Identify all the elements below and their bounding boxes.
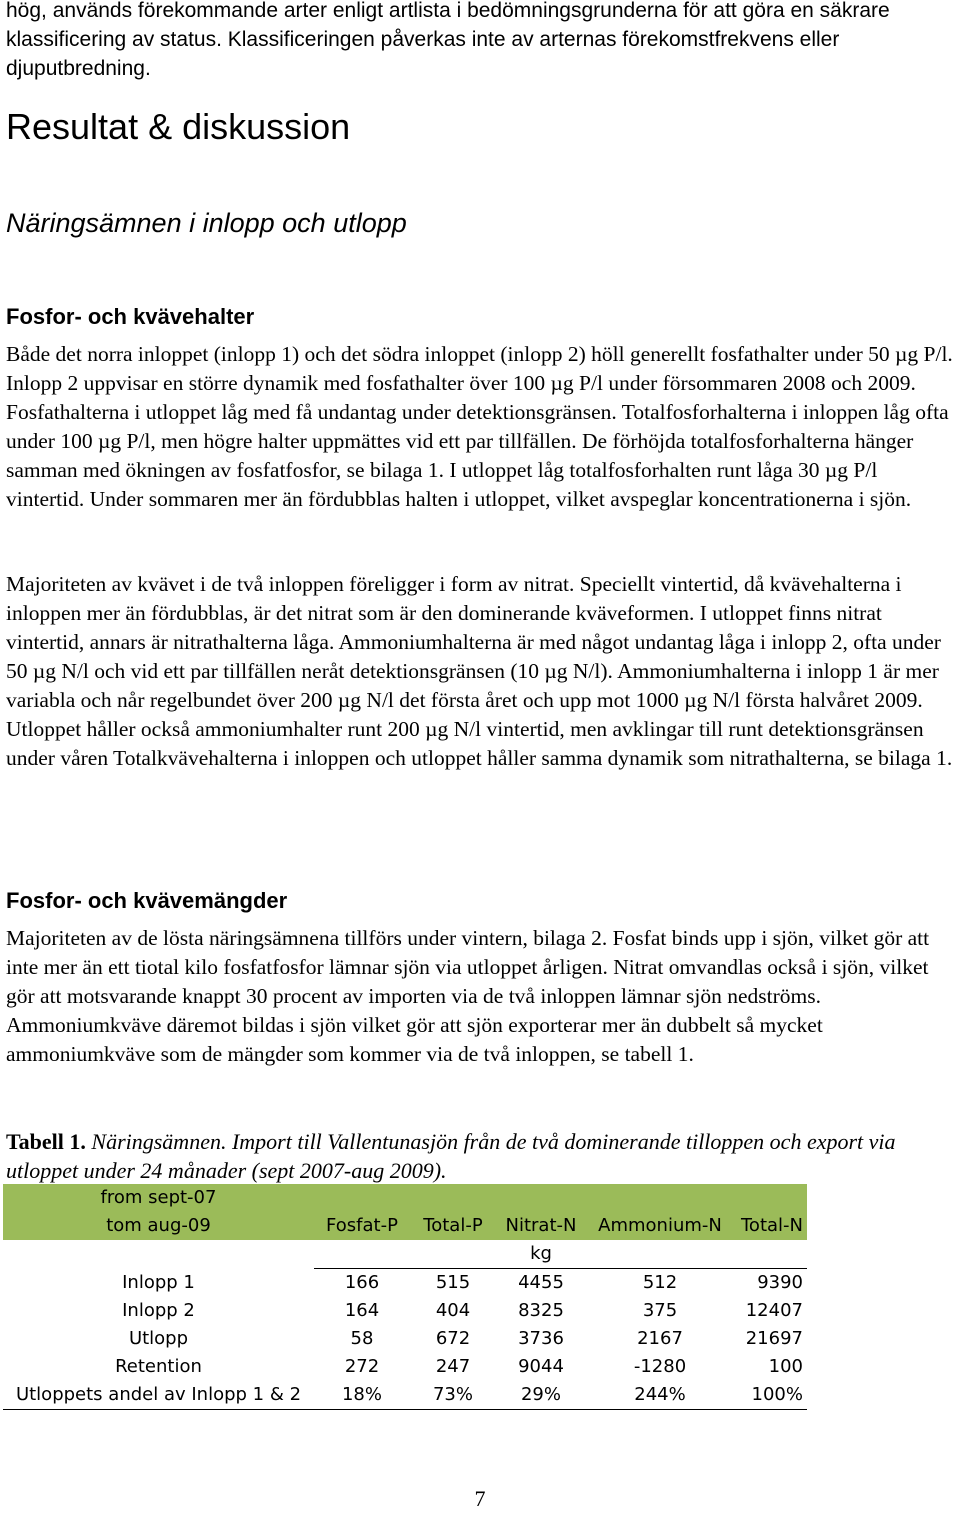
table-cell: 244% [586, 1381, 734, 1410]
table-cell: 58 [350, 1328, 374, 1349]
column-header: Total-P [410, 1212, 496, 1240]
table-cell: 18% [314, 1381, 410, 1410]
row-label: Inlopp 2 [122, 1300, 195, 1321]
page-number: 7 [474, 1486, 486, 1511]
table-cell: 21697 [745, 1328, 803, 1349]
table-cell: 2167 [637, 1328, 683, 1349]
header-period-to: tom aug-09 [3, 1212, 314, 1240]
table-cell: 73% [410, 1381, 496, 1410]
row-label: Inlopp 1 [122, 1271, 195, 1293]
table-cell: 247 [435, 1356, 471, 1377]
section-heading-halter: Fosfor- och kvävehalter [6, 304, 255, 329]
table-cell: 100% [734, 1381, 807, 1410]
caption-text: Näringsämnen. Import till Vallentunasjön från de två dominerande tilloppen och export via utloppet under 24 månader (sept 2007-aug 2009). [6, 1129, 896, 1183]
table-cell: -1280 [633, 1356, 687, 1377]
row-label: Utlopp [128, 1328, 189, 1349]
header-period-from: from sept-07 [3, 1184, 314, 1212]
table-cell: 100 [768, 1356, 803, 1377]
table-cell: 29% [496, 1381, 586, 1410]
table-cell: 8325 [518, 1300, 564, 1321]
table-cell: 375 [642, 1300, 678, 1321]
table-row [3, 1325, 807, 1353]
table-row [3, 1381, 807, 1410]
main-heading: Resultat & diskussion [6, 106, 351, 147]
sub-heading: Näringsämnen i inlopp och utlopp [6, 208, 407, 238]
table-row [3, 1269, 807, 1298]
column-header: Total-N [734, 1212, 807, 1240]
paragraph-fosfor: Både det norra inloppet (inlopp 1) och det södra inloppet (inlopp 2) höll generellt fosfathalter under 50 µg P/l. Inlopp 2 uppvisar en större dynamik med fosfathalter över 100 µg P/l under försommaren 2008 och 2009. Fosfathalterna i utloppet låg med få undantag under detektionsgränsen. Totalfosforhalterna i inloppen låg ofta under 100 µg P/l, men högre halter uppmättes vid ett par tillfällen. De förhöjda totalfosforhalterna hänger samman med ökningen av fosfatfosfor, se bilaga 1. I utloppet låg totalfosforhalten runt låga 30 µg P/l vintertid. Under sommaren mer än fördubblas halten i utloppet, vilket avspeglar koncentrationerna i sjön. [6, 342, 953, 511]
table-cell: 12407 [745, 1300, 803, 1321]
column-header: Nitrat-N [496, 1212, 586, 1240]
table-cell: 512 [642, 1272, 678, 1293]
table-cell: 672 [435, 1328, 471, 1349]
table-cell: 272 [344, 1356, 380, 1377]
table-cell: 515 [435, 1272, 471, 1293]
unit-label: kg [496, 1240, 586, 1269]
table-caption [6, 1127, 956, 1185]
section-heading-mangder: Fosfor- och kvävemängder [6, 888, 288, 913]
table-header-row-1 [3, 1184, 807, 1212]
caption-label: Tabell 1. [6, 1129, 86, 1154]
table-cell: 9390 [757, 1272, 803, 1293]
column-header: Ammonium-N [586, 1212, 734, 1240]
row-label: Retention [115, 1356, 202, 1377]
table-cell: 4455 [518, 1272, 564, 1293]
unit-row [3, 1240, 807, 1269]
intro-paragraph: hög, används förekommande arter enligt artlista i bedömningsgrunderna för att göra en säkrare klassificering av status. Klassificeringen påverkas inte av arternas förekomstfrekvens eller djuputbredning. [6, 0, 890, 80]
table-row [3, 1353, 807, 1381]
table-cell: 166 [344, 1272, 380, 1293]
table-cell: 164 [344, 1300, 380, 1321]
paragraph-kvave: Majoriteten av kvävet i de två inloppen föreligger i form av nitrat. Speciellt vintertid, då kvävehalterna i inloppen mer än fördubblas, är det nitrat som är den dominerande kväveformen. I utloppet finns nitrat vintertid, annars är nitrathalterna låga. Ammoniumhalterna är med något undantag låga i inlopp 2, ofta under 50 µg N/l och vid ett par tillfällen neråt detektionsgränsen (10 µg N/l). Ammoniumhalterna i inlopp 1 är mer variabla och når regelbundet över 200 µg N/l det första året och upp mot 1000 µg N/l första halvåret 2009. Utloppet håller också ammoniumhalter runt 200 µg N/l vintertid, men avklingar till runt detektionsgränsen under våren Totalkvävehalterna i inloppen och utloppet håller samma dynamik som nitrathalterna, se bilaga 1. [6, 572, 953, 770]
column-header: Fosfat-P [314, 1212, 410, 1240]
paragraph-mangder: Majoriteten av de lösta näringsämnena tillförs under vintern, bilaga 2. Fosfat binds upp i sjön, vilket gör att inte mer än ett tiotal kilo fosfatfosfor lämnar sjön via utloppet årligen. Nitrat omvandlas också i sjön, vilket gör att motsvarande knappt 30 procent av importen via de två inloppen lämnar sjön nedströms. Ammoniumkväve däremot bildas i sjön vilket gör att sjön exporterar mer än dubbelt så mycket ammoniumkväve som de mängder som kommer via de två inloppen, se tabell 1. [6, 926, 930, 1066]
table-row [3, 1297, 807, 1325]
table-header-row-2 [3, 1212, 807, 1240]
table-cell: 9044 [518, 1356, 564, 1377]
table-cell: 404 [435, 1300, 471, 1321]
table-cell: 3736 [518, 1328, 564, 1349]
row-label: Utloppets andel av Inlopp 1 & 2 [3, 1381, 314, 1410]
nutrient-table [3, 1184, 807, 1410]
